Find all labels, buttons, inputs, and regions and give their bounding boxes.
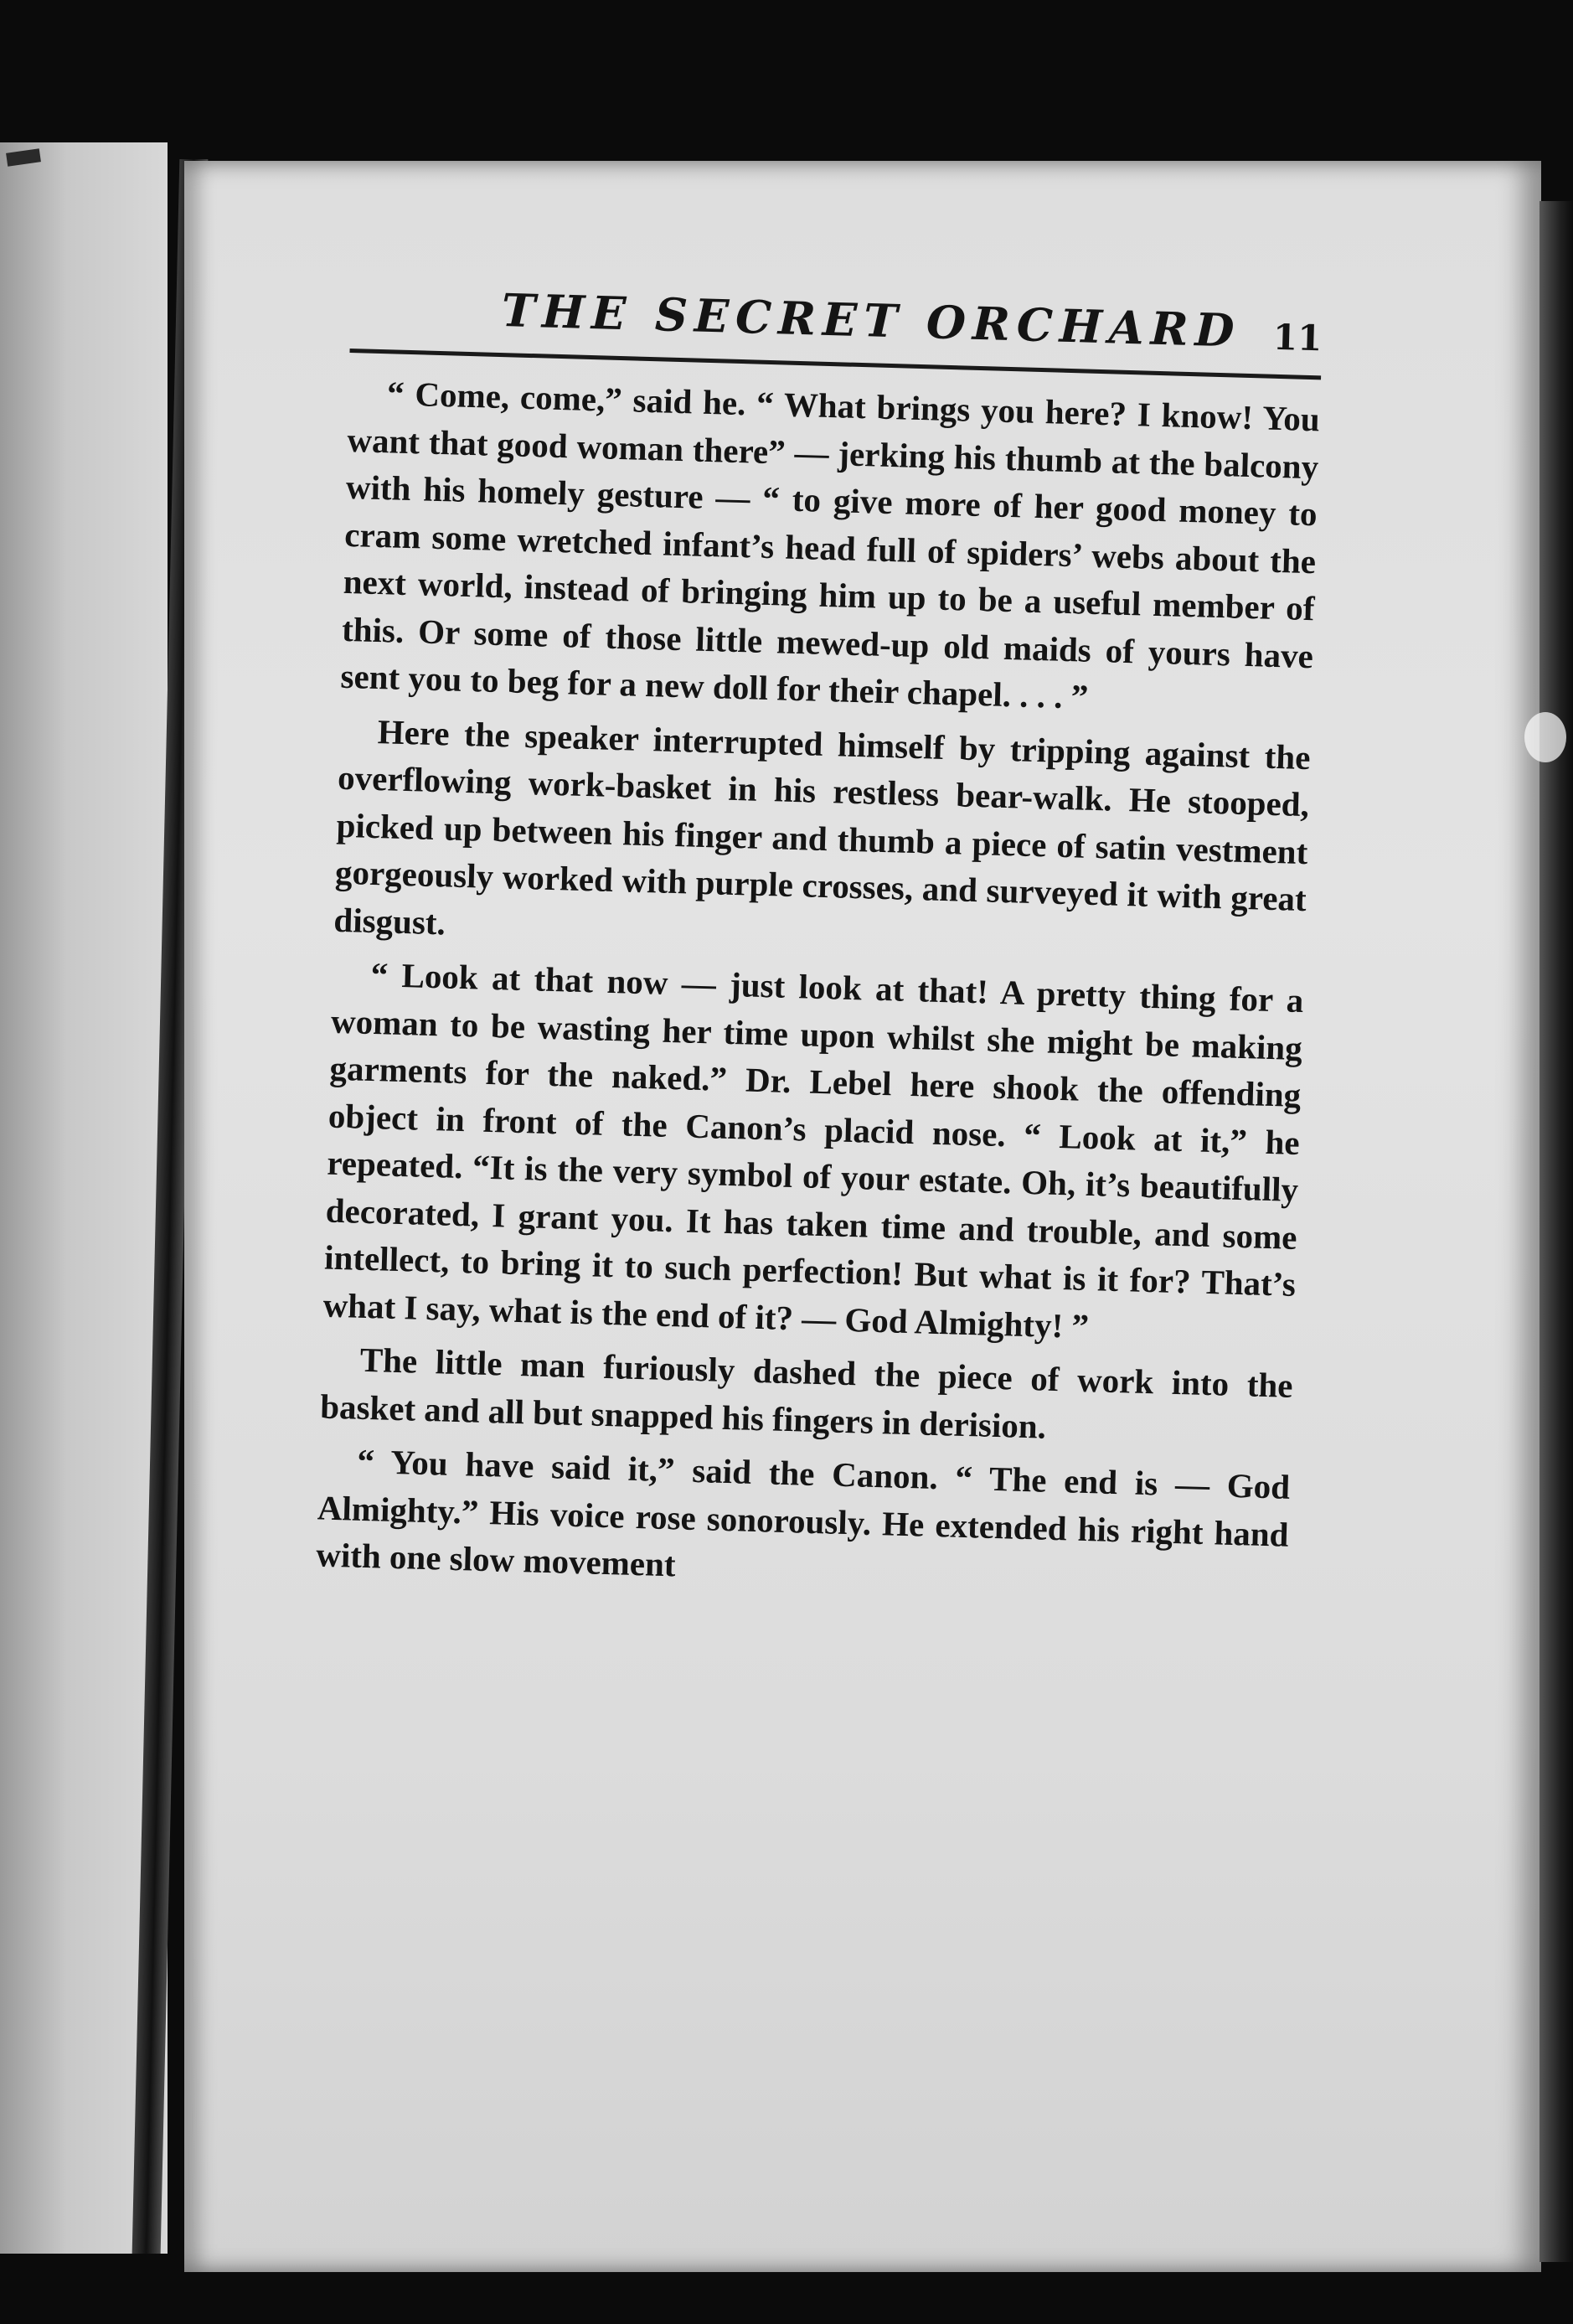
paragraph: The little man furiously dashed the piece of work into the basket and all but snapped his fingers in derision.	[319, 1340, 1294, 1446]
page-text-block	[315, 276, 1339, 1613]
paragraph: “ You have said it,” said the Canon. “ The end is — God Almighty.” His voice rose sonorously. He extended his right hand with one slow movement	[315, 1441, 1291, 1584]
page-right-edge	[1539, 201, 1573, 2262]
page-body	[316, 369, 1321, 1605]
page-number: 11	[1272, 316, 1323, 359]
page-blemish	[1524, 712, 1566, 762]
paragraph: Here the speaker interrupted himself by tripping against the overflowing work-basket in his restless bear-walk. He stooped, picked up between his finger and thumb a piece of satin vestment gorgeously worked with purple crosses, and surveyed it with great disgust.	[333, 711, 1312, 942]
paragraph: “ Look at that now — just look at that! A pretty thing for a woman to be wasting her time upon whilst she might be making garments for the naked.” Dr. Lebel here shook the offending object in front of the Canon’s placid nose. “ Look at it,” he repeated. “It is the very symbol of your estate. Oh, it’s beautifully decorated, I grant you. It has taken time and trouble, and some intellect, to bring it to such perfection! But what is it for? That’s what I say, what is the end of it? — God Almighty! ”	[322, 954, 1304, 1345]
running-title: THE SECRET ORCHARD	[501, 283, 1242, 358]
paragraph: “ Come, come,” said he. “ What brings you here? I know! You want that good woman there” — jerking his thumb at the balcony with his homely gesture — “ to give more of her good money to cram some wretched infant’s head full of spiders’ webs about the next world, instead of bringing him up to be a useful member of this. Or some of those little mewed-up old maids of yours have sent you to beg for a new doll for their chapel. . . . ”	[340, 374, 1321, 716]
